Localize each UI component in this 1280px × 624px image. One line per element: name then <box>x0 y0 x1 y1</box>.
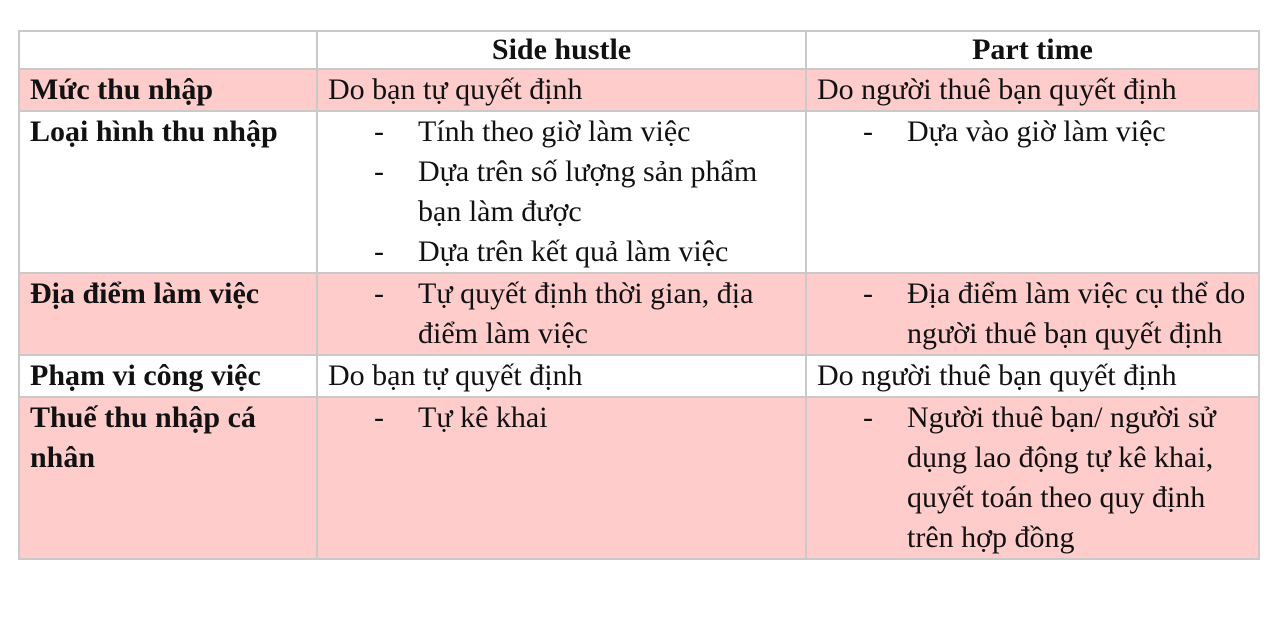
table-row-personal-income-tax <box>19 397 1259 559</box>
row-label: Địa điểm làm việc <box>19 273 317 355</box>
part-time-cell <box>806 111 1259 273</box>
side-hustle-cell <box>317 111 806 273</box>
part-time-cell: Do người thuê bạn quyết định <box>806 69 1259 111</box>
header-side-hustle: Side hustle <box>317 31 806 69</box>
list-item <box>328 232 795 272</box>
part-time-cell: Do người thuê bạn quyết định <box>806 355 1259 397</box>
bullet-list <box>817 112 1248 152</box>
bullet-list <box>328 112 795 272</box>
list-item <box>328 398 795 438</box>
list-item <box>328 152 795 232</box>
dash-bullet: - <box>374 155 384 188</box>
dash-bullet: - <box>374 115 384 148</box>
bullet-list <box>328 398 795 438</box>
bullet-list <box>817 398 1248 558</box>
table-row-work-location <box>19 273 1259 355</box>
table-row-income-level <box>19 69 1259 111</box>
list-item <box>328 112 795 152</box>
part-time-cell <box>806 273 1259 355</box>
list-item <box>817 398 1248 558</box>
header-row <box>19 31 1259 69</box>
table-row-work-scope <box>19 355 1259 397</box>
row-label: Phạm vi công việc <box>19 355 317 397</box>
header-cell-empty <box>19 31 317 69</box>
header-part-time: Part time <box>806 31 1259 69</box>
list-item <box>817 274 1248 354</box>
bullet-list <box>817 274 1248 354</box>
dash-bullet: - <box>863 115 873 148</box>
list-item <box>817 112 1248 152</box>
list-item-text: Tự quyết định thời gian, địa điểm làm việc <box>418 277 754 350</box>
row-label: Mức thu nhập <box>19 69 317 111</box>
part-time-cell <box>806 397 1259 559</box>
list-item-text: Địa điểm làm việc cụ thể do người thuê bạn quyết định <box>907 277 1246 350</box>
dash-bullet: - <box>863 277 873 310</box>
side-hustle-cell <box>317 273 806 355</box>
dash-bullet: - <box>374 277 384 310</box>
table-row-income-type <box>19 111 1259 273</box>
list-item-text: Tính theo giờ làm việc <box>418 115 691 148</box>
list-item <box>328 274 795 354</box>
list-item-text: Dựa trên số lượng sản phẩm bạn làm được <box>418 155 758 228</box>
comparison-table <box>18 30 1260 560</box>
row-label: Thuế thu nhập cá nhân <box>19 397 317 559</box>
side-hustle-cell: Do bạn tự quyết định <box>317 355 806 397</box>
dash-bullet: - <box>863 401 873 434</box>
dash-bullet: - <box>374 401 384 434</box>
list-item-text: Dựa trên kết quả làm việc <box>418 235 729 268</box>
bullet-list <box>328 274 795 354</box>
list-item-text: Dựa vào giờ làm việc <box>907 115 1166 148</box>
list-item-text: Tự kê khai <box>418 401 548 434</box>
dash-bullet: - <box>374 235 384 268</box>
side-hustle-cell <box>317 397 806 559</box>
row-label: Loại hình thu nhập <box>19 111 317 273</box>
list-item-text: Người thuê bạn/ người sử dụng lao động tự kê khai, quyết toán theo quy định trên hợp đồng <box>907 401 1216 554</box>
side-hustle-cell: Do bạn tự quyết định <box>317 69 806 111</box>
